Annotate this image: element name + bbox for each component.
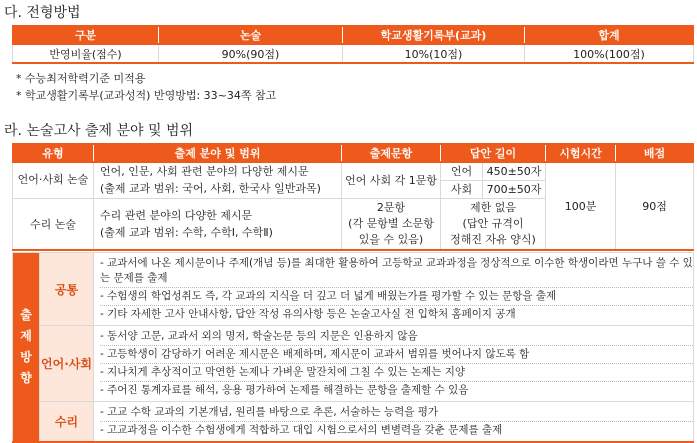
- answer-social-value: 700±50자: [483, 180, 546, 198]
- header-record: 학교생활기록부(교과): [343, 26, 525, 44]
- answer-language-value: 450±50자: [483, 162, 546, 180]
- policy-lang-item: - 주어진 통계자료를 해석, 응용 평가하여 논제를 해결하는 문항을 출제할 수 있음: [100, 384, 469, 396]
- policy-lang-item: - 지나치게 추상적이고 막연한 논제나 가벼운 말잔치에 그칠 수 있는 논제는 지양: [100, 364, 693, 382]
- policy-lang-item: - 고등학생이 감당하기 어려운 제시문은 배제하며, 제시문이 교과서 범위를 벗어나지 않도록 함: [100, 346, 693, 364]
- header-total: 합계: [525, 26, 694, 44]
- section-a-title: 다. 전형방법: [4, 5, 81, 21]
- scope-math-line1: 수리 관련 분야의 다양한 제시문: [100, 208, 253, 222]
- policy-math-item: - 고교 수학 교과의 기본개념, 원리를 바탕으로 추론, 서술하는 능력을 평가: [100, 404, 693, 422]
- policy-lang-label: 언어·사회: [40, 326, 94, 402]
- questions-math-line1: 2문항: [376, 200, 406, 214]
- policy-common-item: - 수험생의 학업성취도 즉, 각 교과의 지식을 더 깊고 더 넓게 배웠는가를 평가할 수 있는 문항을 출제: [100, 288, 693, 306]
- answer-math: [441, 198, 546, 250]
- ratio-label: 반영비율(점수): [13, 44, 159, 63]
- method-table: [12, 25, 694, 64]
- scope-language-social-line2: (출제 교과 범위: 국어, 사회, 한국사 일반과목): [100, 182, 321, 196]
- answer-language-label: 언어: [441, 162, 483, 180]
- header-answer-length: 답안 길이: [441, 144, 546, 162]
- header-category: 구분: [13, 26, 159, 44]
- scope-math-line2: (출제 교과 범위: 수학, 수학Ⅰ, 수학Ⅱ): [100, 225, 273, 239]
- header-questions: 출제문항: [342, 144, 441, 162]
- section-b-title: 라. 논술고사 출제 분야 및 범위: [4, 123, 193, 139]
- policy-math: [94, 402, 694, 443]
- scope-language-social: [94, 162, 342, 198]
- questions-language-social: 언어 사회 각 1문항: [342, 162, 441, 198]
- answer-math-line2: (답안 규격이: [462, 216, 524, 230]
- policy-math-item: - 고교과정을 이수한 수험생에게 적합하고 대입 시험으로서의 변별력을 갖춘 문제를 출제: [100, 424, 503, 436]
- questions-math: [342, 198, 441, 250]
- policy-lang-item: - 동서양 고문, 교과서 외의 명저, 학술논문 등의 지문은 인용하지 않음: [100, 328, 693, 346]
- policy-math-label: 수리: [40, 402, 94, 443]
- scope-language-social-line1: 언어, 인문, 사회 관련 분야의 다양한 제시문: [100, 165, 309, 179]
- header-scope: 출제 분야 및 범위: [94, 144, 342, 162]
- scope-table: [12, 143, 694, 251]
- ratio-record: 10%(10점): [343, 44, 525, 63]
- answer-social-label: 사회: [441, 180, 483, 198]
- policy-common-item: - 기타 자세한 고사 안내사항, 답안 작성 유의사항 등은 논술고사실 전 입학처 홈페이지 공개: [100, 308, 516, 320]
- header-essay: 논술: [159, 26, 343, 44]
- exam-score: 90점: [616, 162, 694, 250]
- answer-math-line1: 제한 없음: [470, 200, 517, 214]
- note-record-method: * 학교생활기록부(교과성적) 반영방법: 33~34쪽 참고: [16, 89, 277, 102]
- answer-math-line3: 정해진 자유 양식): [450, 232, 536, 246]
- policy-common: [94, 253, 694, 326]
- policy-lang: [94, 326, 694, 402]
- exam-time: 100분: [546, 162, 616, 250]
- header-time: 시험시간: [546, 144, 616, 162]
- scope-math: [94, 198, 342, 250]
- questions-math-line2: (각 문항별 소문항: [348, 216, 434, 230]
- header-score: 배점: [616, 144, 694, 162]
- ratio-total: 100%(100점): [525, 44, 694, 63]
- ratio-essay: 90%(90점): [159, 44, 343, 63]
- policy-label: 출제방향: [13, 253, 40, 443]
- type-language-social: 언어·사회 논술: [13, 162, 94, 198]
- type-math: 수리 논술: [13, 198, 94, 250]
- policy-common-label: 공통: [40, 253, 94, 326]
- note-min-score: * 수능최저학력기준 미적용: [16, 72, 146, 85]
- policy-common-item: - 교과서에 나온 제시문이나 주제(개념 등)를 최대한 활용하여 고등학교 교과과정을 정상적으로 이수한 학생이라면 누구나 쓸 수 있는 문제를 출제: [100, 255, 693, 288]
- questions-math-line3: 있을 수 있음): [358, 232, 424, 246]
- policy-table: [12, 252, 694, 443]
- header-type: 유형: [13, 144, 94, 162]
